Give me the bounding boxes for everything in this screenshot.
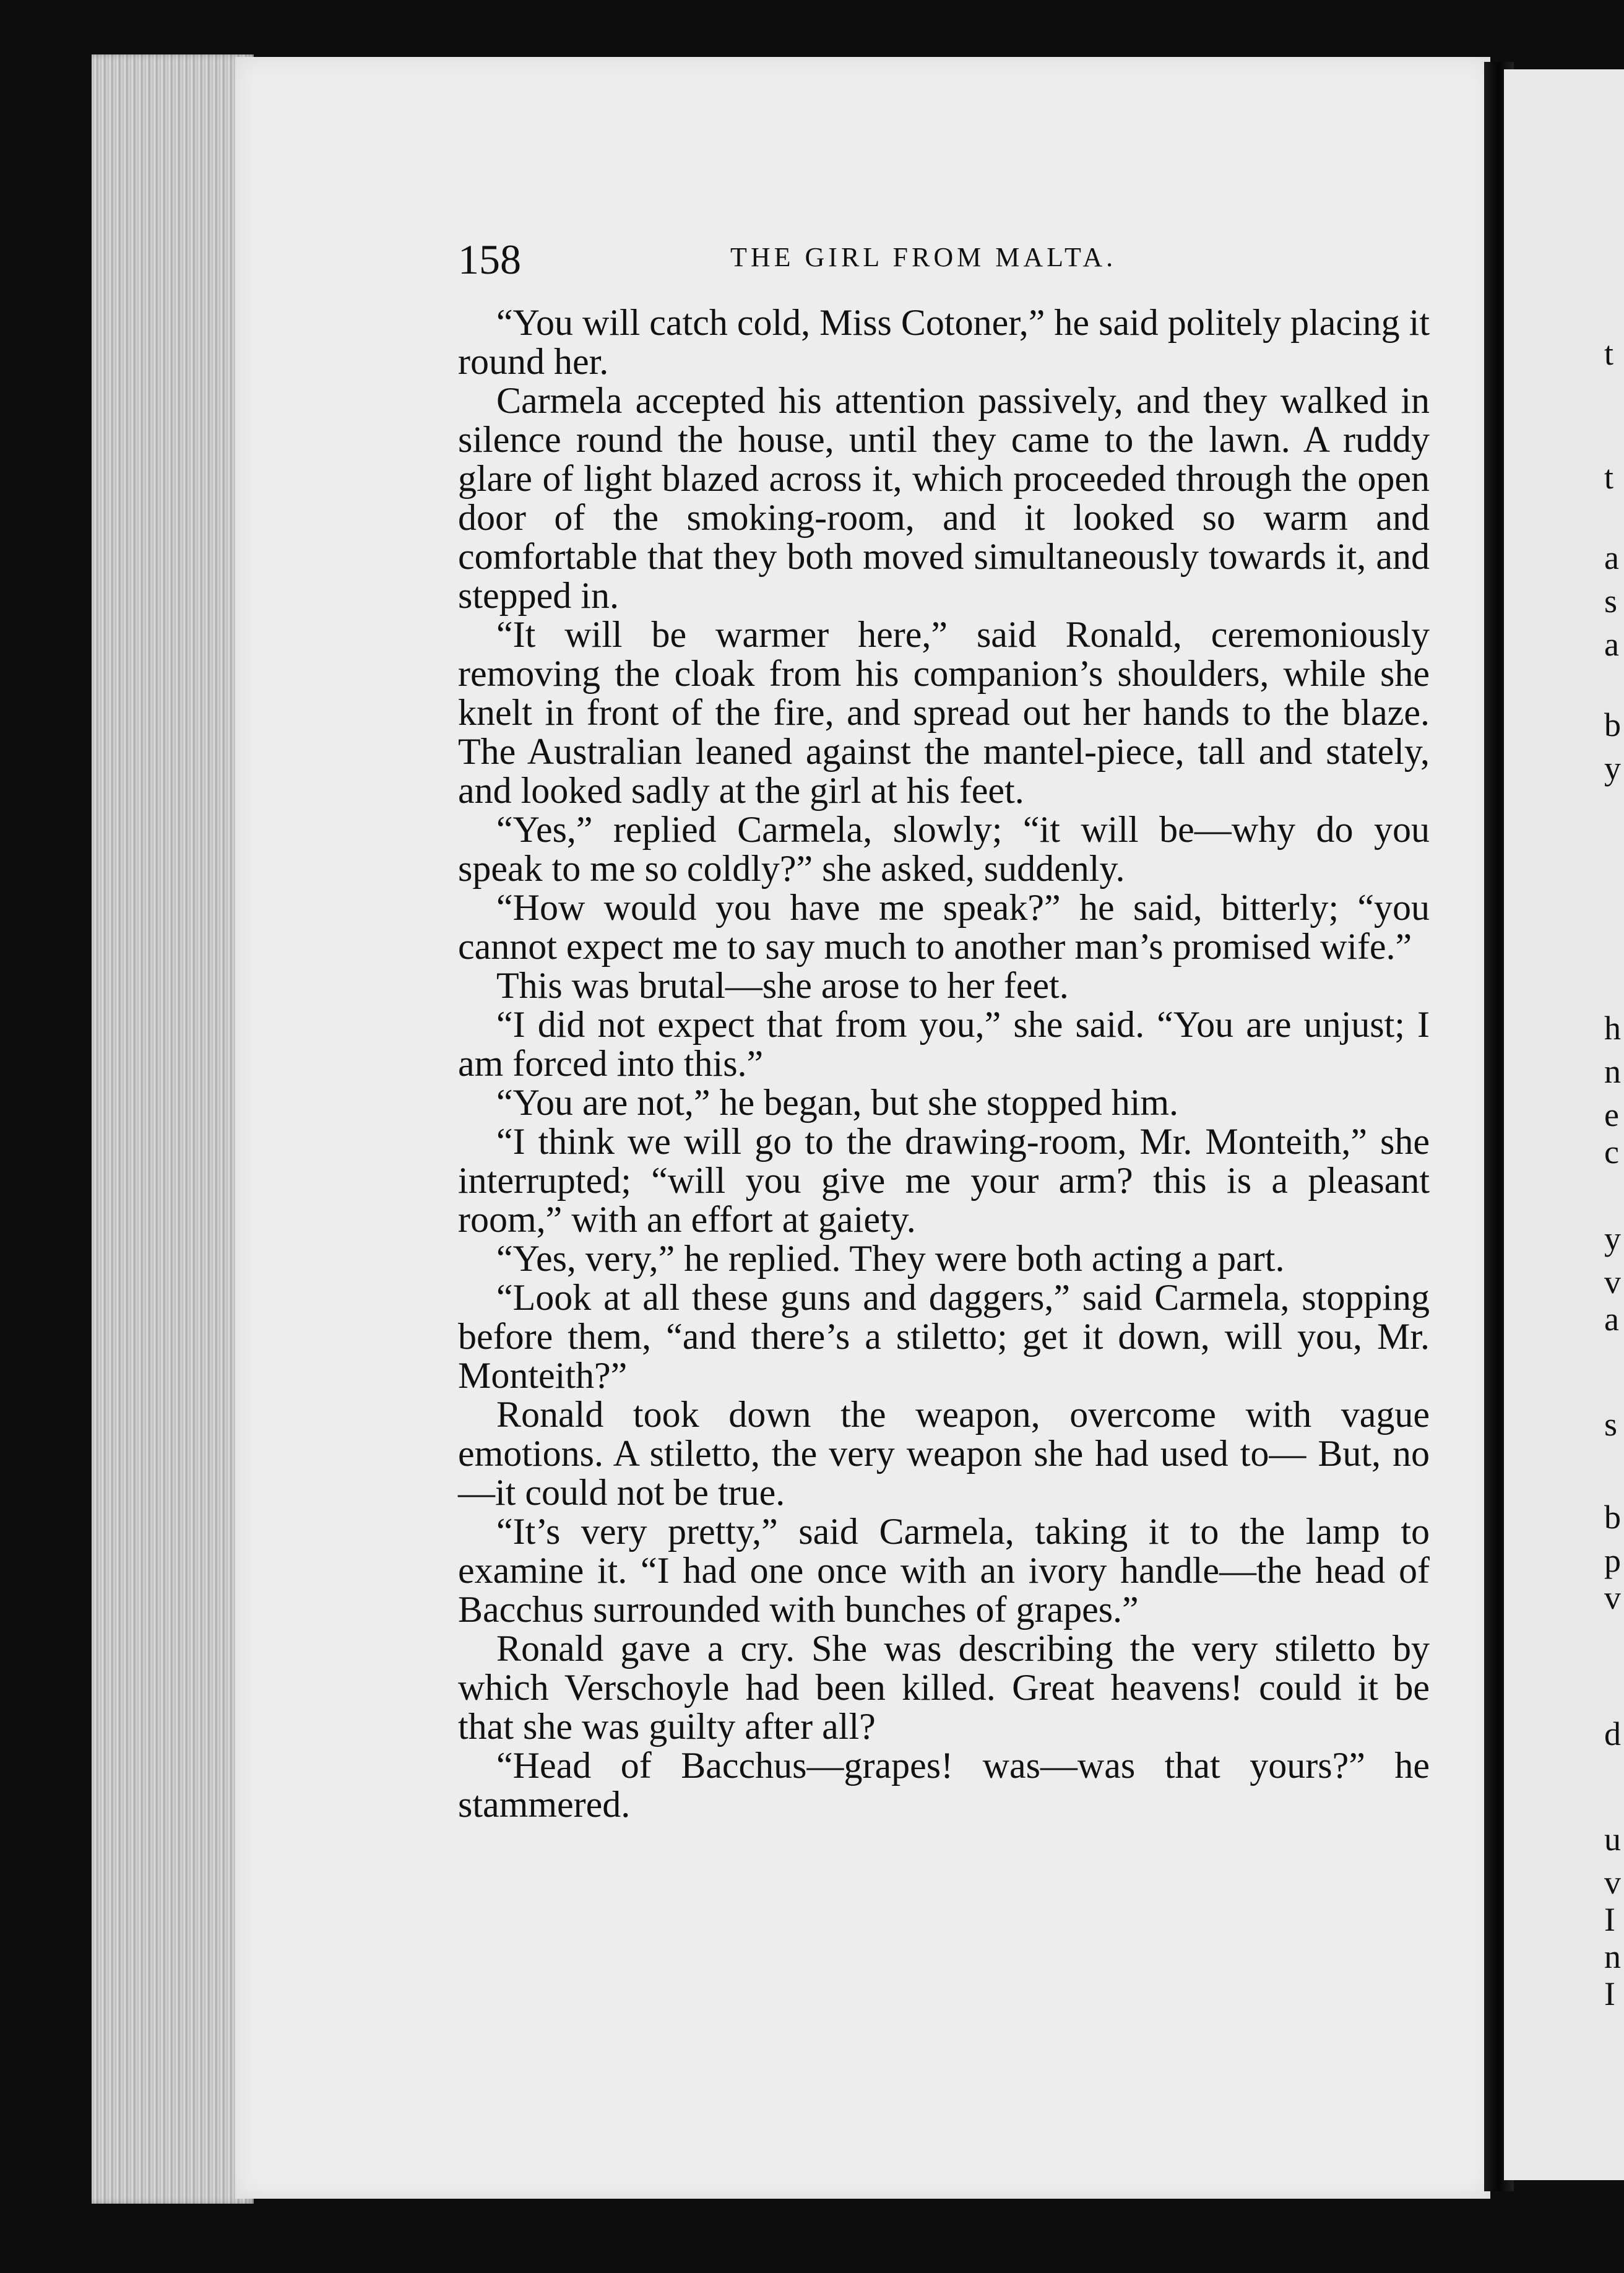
opposite-page-letter: t	[1604, 335, 1614, 372]
paragraph: “I think we will go to the drawing-room, Mr. Monteith,” she interrupted; “will you give me your arm? this is a pleasant room,” with an effort at gaiety.	[458, 1121, 1430, 1240]
opposite-page-letter: n	[1604, 1053, 1621, 1090]
page-edge	[92, 54, 254, 2204]
opposite-page-letter: a	[1604, 626, 1619, 663]
running-head	[458, 235, 1423, 310]
opposite-page-letter: a	[1604, 1301, 1619, 1338]
opposite-page-letter: y	[1604, 1220, 1621, 1257]
opposite-page-letter: I	[1604, 1901, 1615, 1938]
opposite-page-letter: v	[1604, 1579, 1621, 1616]
paragraph: “I did not expect that from you,” she said. “You are unjust; I am forced into this.”	[458, 1004, 1430, 1084]
opposite-page-letter: y	[1604, 750, 1621, 787]
opposite-page-letter: b	[1604, 706, 1621, 743]
paragraph: “Yes, very,” he replied. They were both acting a part.	[496, 1238, 1285, 1279]
paragraph: “Yes,” replied Carmela, slowly; “it will be—why do you speak to me so coldly?” she asked, suddenly.	[458, 809, 1430, 889]
paragraph: Ronald took down the weapon, overcome with vague emotions. A stiletto, the very weapon she had used to— But, no—it could not be true.	[458, 1394, 1430, 1513]
paragraph: Carmela accepted his attention passively, and they walked in silence round the house, until they came to the lawn. A ruddy glare of light blazed across it, which proceeded through the open door of the smoking-room, and it looked so warm and comfortable that they both moved simultaneously towards it, and stepped in.	[458, 380, 1430, 616]
opposite-page-letter: c	[1604, 1133, 1619, 1171]
opposite-page-letter: v	[1604, 1864, 1621, 1901]
opposite-page-letter: v	[1604, 1263, 1621, 1301]
opposite-page-letter: a	[1604, 539, 1619, 576]
opposite-page-letter: b	[1604, 1499, 1621, 1536]
paragraph: “How would you have me speak?” he said, bitterly; “you cannot expect me to say much to another man’s promised wife.”	[458, 887, 1430, 967]
opposite-page-letter: t	[1604, 459, 1614, 496]
opposite-page-letter: p	[1604, 1542, 1621, 1579]
opposite-page-letter: e	[1604, 1096, 1619, 1133]
opposite-page-letter: s	[1604, 1406, 1618, 1443]
paragraph: This was brutal—she arose to her feet.	[496, 965, 1069, 1006]
paragraph: “You are not,” he began, but she stopped him.	[496, 1082, 1179, 1123]
paragraph: Ronald gave a cry. She was describing the very stiletto by which Verschoyle had been killed. Great heavens! could it be that she was guilty after all?	[458, 1628, 1430, 1747]
paragraph: “Head of Bacchus—grapes! was—was that yours?” he stammered.	[458, 1745, 1430, 1825]
opposite-page-letter: n	[1604, 1938, 1621, 1975]
text-body	[458, 303, 1430, 1824]
opposite-page-letter: h	[1604, 1010, 1621, 1047]
running-title: THE GIRL FROM MALTA.	[730, 242, 1117, 272]
paragraph: “It will be warmer here,” said Ronald, ceremoniously removing the cloak from his companion’s shoulders, while she knelt in front of the fire, and spread out her hands to the blaze. The Australian leaned against the mantel-piece, tall and stately, and looked sadly at the girl at his feet.	[458, 614, 1430, 811]
opposite-page-letter: I	[1604, 1975, 1615, 2012]
opposite-page-letter: s	[1604, 582, 1618, 620]
paragraph: “You will catch cold, Miss Cotoner,” he said politely placing it round her.	[458, 302, 1430, 382]
paragraph: “Look at all these guns and daggers,” said Carmela, stopping before them, “and there’s a stiletto; get it down, will you, Mr. Monteith?”	[458, 1277, 1430, 1396]
page-number: 158	[458, 236, 521, 283]
paragraph: “It’s very pretty,” said Carmela, taking it to the lamp to examine it. “I had one once with an ivory handle—the head of Bacchus surrounded with bunches of grapes.”	[458, 1511, 1430, 1630]
opposite-page-letter: u	[1604, 1821, 1621, 1858]
opposite-page-letter: d	[1604, 1715, 1621, 1752]
